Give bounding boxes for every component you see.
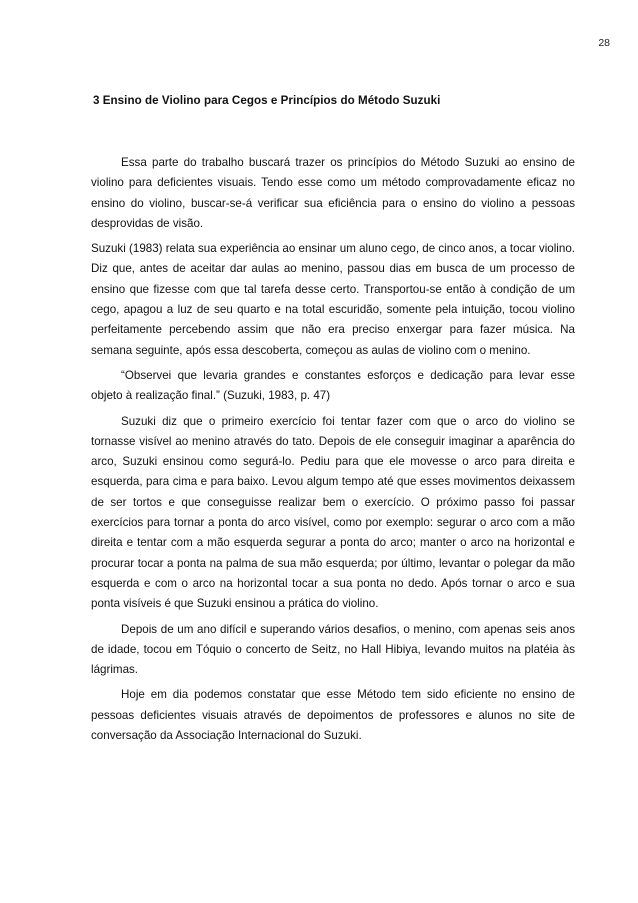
paragraph-quote: “Observei que levaria grandes e constantes esforços e dedicação para levar esse objeto à realização final.” (Suzuki, 1983, p. 47)	[91, 368, 575, 403]
paragraph-first-exercise: Suzuki diz que o primeiro exercício foi tentar fazer com que o arco do violino se tornasse visível ao menino através do tato. Depois de ele conseguir imaginar a aparência do arco, Suzuki ensinou como segurá-lo. Pediu para que ele movesse o arco para direita e esquerda, para cima e para baixo. Levou algum tempo até que esses movimentos deixassem de ser tortos e que conseguisse realizar bem o exercício. O próximo passo foi passar exercícios para tornar a ponta do arco visível, como por exemplo: segurar o arco com a mão direita e tentar com a mão esquerda segurar a ponta do arco; manter o arco na horizontal e procurar tocar a ponta na palma de sua mão esquerda; por último, levantar o polegar da mão esquerda e com o arco na horizontal tocar a sua ponta no dedo. Após tornar o arco e sua ponta visíveis é que Suzuki ensinou a prática do violino.	[91, 414, 575, 611]
body-text	[91, 153, 575, 751]
paragraph-suzuki-experience: Suzuki (1983) relata sua experiência ao ensinar um aluno cego, de cinco anos, a tocar violino. Diz que, antes de aceitar dar aulas ao menino, passou dias em busca de um processo de ensino que fizesse com que tal tarefa desse certo. Transportou-se então à condição de um cego, apagou a luz de seu quarto e na total escuridão, somente pela intuição, tocou violino perfeitamente percebendo assim que não era preciso enxergar para fazer música. Na semana seguinte, após essa descoberta, começou as aulas de violino com o menino.	[91, 242, 576, 357]
paragraph-intro: Essa parte do trabalho buscará trazer os princípios do Método Suzuki ao ensino de violino para deficientes visuais. Tendo esse como um método comprovadamente eficaz no ensino do violino, buscar-se-á verificar sua eficiência para o ensino do violino a pessoas desprovidas de visão.	[91, 156, 575, 230]
paragraph-concert: Depois de um ano difícil e superando vários desafios, o menino, com apenas seis anos de idade, tocou em Tóquio o concerto de Seitz, no Hall Hibiya, levando muitos na platéia às lágrimas.	[91, 622, 575, 677]
page-number: 28	[598, 37, 610, 49]
section-heading: 3 Ensino de Violino para Cegos e Princípios do Método Suzuki	[93, 94, 441, 107]
paragraph-today: Hoje em dia podemos constatar que esse Método tem sido eficiente no ensino de pessoas deficientes visuais através de depoimentos de professores e alunos no site de conversação da Associação Internacional do Suzuki.	[91, 688, 575, 743]
